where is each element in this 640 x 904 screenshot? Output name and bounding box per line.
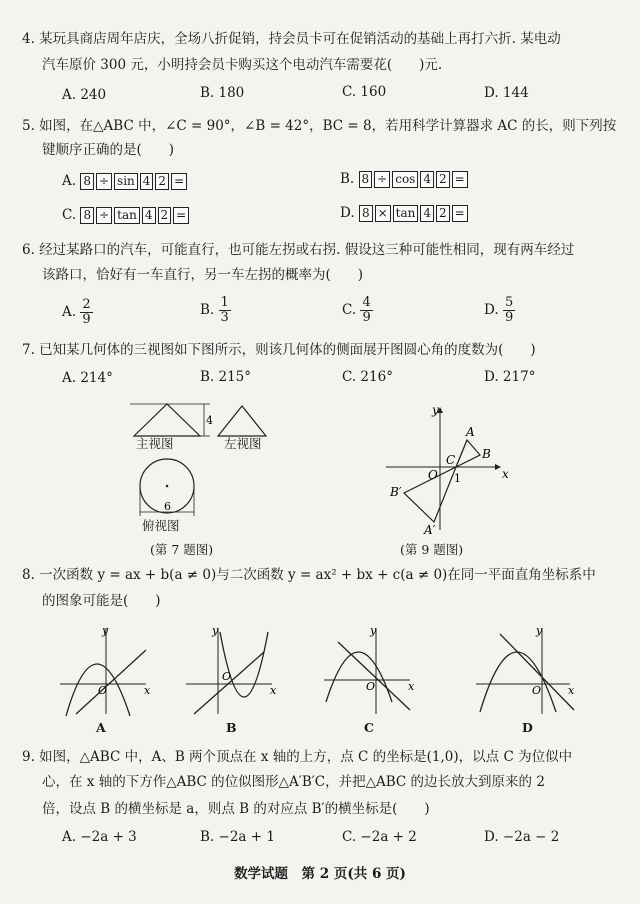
line — [194, 652, 264, 714]
height-label: 4 — [206, 414, 213, 427]
q5-option-a-letter: A. — [62, 173, 77, 189]
numerator: 5 — [504, 295, 514, 310]
denominator: 9 — [82, 312, 91, 327]
q5-option-b-letter: B. — [340, 171, 355, 187]
key: 4 — [142, 207, 156, 224]
point-b-prime-label: B′ — [390, 485, 402, 499]
q9-line1: 9. 如图，△ABC 中，A、B 两个顶点在 x 轴的上方，点 C 的坐标是(1,0)，以点 C 为位似中 — [22, 749, 573, 765]
q5-option-c — [62, 206, 191, 224]
q6-option-a-letter: A. — [62, 304, 77, 320]
key: 4 — [420, 205, 434, 222]
key: 2 — [155, 173, 169, 190]
figure-7-caption: (第 7 题图) — [150, 542, 214, 557]
q4-option-b: B. 180 — [200, 85, 245, 101]
figure-9 — [382, 400, 512, 536]
key: ÷ — [96, 173, 112, 190]
q8-line1: 8. 一次函数 y = ax + b(a ≠ 0)与二次函数 y = ax² + bx + c(a ≠ 0)在同一平面直角坐标系中 — [22, 567, 596, 583]
key: 8 — [359, 205, 373, 222]
q7-line1: 7. 已知某几何体的三视图如下图所示，则该几何体的侧面展开图圆心角的度数为( ) — [22, 342, 536, 358]
y-axis-label: y — [102, 624, 109, 637]
graph-b-label: B — [226, 720, 237, 735]
top-view-center-dot — [166, 485, 169, 488]
q7-option-c: C. 216° — [342, 369, 393, 385]
q6-line1: 6. 经过某路口的汽车，可能直行，也可能左拐或右拐. 假设这三种可能性相同，现有两车经过 — [22, 242, 575, 258]
key: = — [171, 173, 187, 190]
side-view-label: 左视图 — [224, 436, 262, 451]
one-label: 1 — [454, 472, 461, 485]
q6-option-c-letter: C. — [342, 302, 357, 318]
denominator: 3 — [220, 310, 229, 325]
fraction — [219, 296, 231, 325]
x-axis-label: x — [502, 467, 509, 481]
q5-option-d-letter: D. — [340, 205, 355, 221]
q9-option-c: C. −2a + 2 — [342, 829, 417, 845]
point-b-label: B — [482, 447, 491, 461]
key: 2 — [436, 171, 450, 188]
x-axis-label: x — [568, 684, 575, 697]
graph-c-label: C — [364, 720, 374, 735]
q6-option-a — [62, 298, 93, 327]
numerator: 1 — [220, 295, 229, 310]
q4-option-c: C. 160 — [342, 84, 387, 100]
q5-line1: 5. 如图，在△ABC 中，∠C = 90°，∠B = 42°，BC = 8，若用科学计算器求 AC 的长，则下列按 — [22, 118, 617, 134]
q6-line2: 该路口，恰好有一车直行，另一车左拐的概率为( ) — [42, 267, 364, 283]
q6-option-b — [200, 296, 231, 325]
figure-7-svg — [120, 396, 300, 536]
q5-option-b — [340, 170, 470, 188]
q5-option-d — [340, 204, 470, 222]
figure-9-svg — [382, 400, 512, 536]
x-axis-label: x — [144, 684, 151, 697]
figure-7 — [120, 396, 300, 536]
key: × — [375, 205, 391, 222]
key: 4 — [140, 173, 154, 190]
key: = — [173, 207, 189, 224]
graph-b-svg — [180, 622, 280, 718]
graph-c — [318, 622, 418, 718]
graph-d-svg — [470, 622, 580, 718]
q4-line1: 4. 某玩具商店周年店庆，全场八折促销，持会员卡可在促销活动的基础上再打六折. 某电动 — [22, 31, 561, 47]
q9-line2: 心，在 x 轴的下方作△ABC 的位似图形△A′B′C，并把△ABC 的边长放大到原来的 2 — [42, 774, 545, 790]
graph-c-svg — [318, 622, 418, 718]
top-view-label: 俯视图 — [142, 518, 180, 533]
q7-option-a: A. 214° — [62, 370, 113, 386]
denominator: 9 — [504, 310, 514, 325]
x-axis-label: x — [408, 680, 415, 693]
origin-label: O — [222, 670, 232, 683]
point-a-prime-label: A′ — [424, 523, 436, 536]
key: 8 — [80, 173, 94, 190]
key: cos — [392, 171, 418, 188]
parabola — [220, 632, 268, 697]
key: tan — [114, 207, 140, 224]
page-footer: 数学试题 第 2 页(共 6 页) — [234, 866, 406, 882]
numerator: 4 — [362, 295, 371, 310]
front-view-label: 主视图 — [136, 436, 174, 451]
fraction — [503, 296, 515, 325]
denominator: 9 — [362, 310, 371, 325]
y-axis-label: y — [432, 403, 439, 417]
front-view-triangle — [134, 404, 200, 436]
key: ÷ — [96, 207, 112, 224]
x-axis-label: x — [270, 684, 277, 697]
key: 8 — [359, 171, 373, 188]
line — [76, 650, 146, 714]
line — [338, 642, 410, 710]
key: tan — [393, 205, 419, 222]
point-c-label: C — [446, 453, 456, 467]
parabola — [326, 652, 392, 702]
origin-label: O — [532, 684, 542, 697]
key: 4 — [420, 171, 434, 188]
key: 8 — [80, 207, 94, 224]
q7-option-b: B. 215° — [200, 369, 252, 385]
graph-a — [54, 622, 154, 718]
triangle-abc — [456, 440, 480, 467]
q9-option-a: A. −2a + 3 — [62, 829, 137, 845]
q4-line2: 汽车原价 300 元，小明持会员卡购买这个电动汽车需要花( )元. — [42, 57, 443, 73]
q7-option-d: D. 217° — [484, 369, 536, 385]
q4-option-d: D. 144 — [484, 85, 529, 101]
graph-d-label: D — [522, 720, 533, 735]
point-a-label: A — [466, 425, 475, 439]
key: sin — [114, 173, 138, 190]
fraction — [80, 298, 92, 327]
q9-option-b: B. −2a + 1 — [200, 829, 275, 845]
key: 2 — [158, 207, 172, 224]
q9-line3: 倍，设点 B 的横坐标是 a，则点 B 的对应点 B′的横坐标是( ) — [42, 801, 430, 817]
y-axis-label: y — [536, 624, 543, 637]
q6-option-d-letter: D. — [484, 302, 499, 318]
q5-option-a — [62, 172, 189, 190]
q5-line2: 键顺序正确的是( ) — [42, 142, 175, 158]
q4-option-a: A. 240 — [62, 87, 107, 103]
origin-label: O — [428, 468, 438, 482]
origin-label: O — [366, 680, 376, 693]
y-axis-label: y — [212, 624, 219, 637]
q8-line2: 的图象可能是( ) — [42, 593, 161, 609]
q9-option-d: D. −2a − 2 — [484, 829, 560, 845]
q6-option-b-letter: B. — [200, 302, 215, 318]
line — [500, 634, 574, 710]
side-view-triangle — [218, 406, 266, 436]
parabola — [480, 652, 556, 712]
graph-b — [180, 622, 280, 718]
key: 2 — [436, 205, 450, 222]
graph-d — [470, 622, 580, 718]
key: = — [452, 171, 468, 188]
figure-9-caption: (第 9 题图) — [400, 542, 464, 557]
graph-a-label: A — [96, 720, 106, 735]
q6-option-c — [342, 296, 373, 325]
graph-a-svg — [54, 622, 154, 718]
y-axis-label: y — [370, 624, 377, 637]
numerator: 2 — [82, 297, 91, 312]
q6-option-d — [484, 296, 515, 325]
diameter-label: 6 — [164, 500, 171, 513]
key: ÷ — [374, 171, 390, 188]
origin-label: O — [98, 684, 108, 697]
fraction — [360, 296, 372, 325]
q5-option-c-letter: C. — [62, 207, 77, 223]
key: = — [452, 205, 468, 222]
